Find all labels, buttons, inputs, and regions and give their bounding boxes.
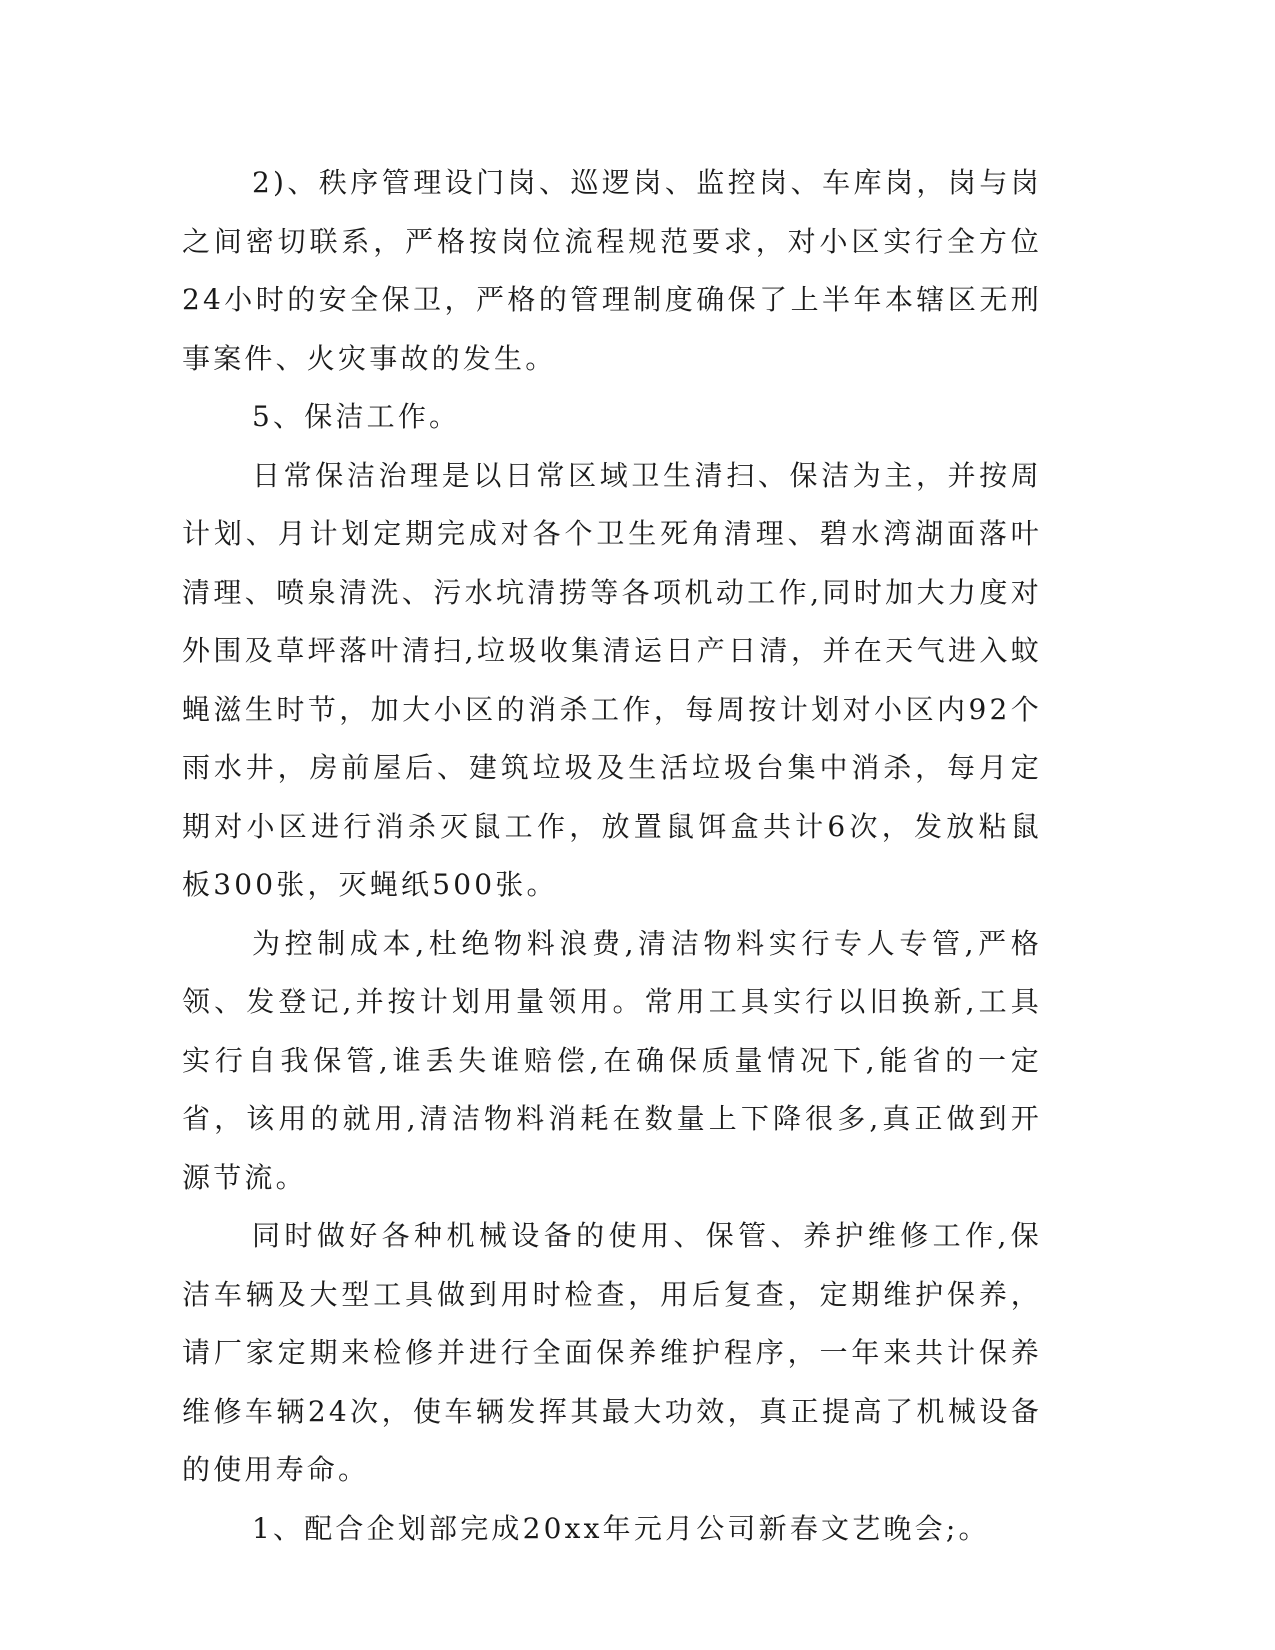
paragraph-cost-control: 为控制成本,杜绝物料浪费,清洁物料实行专人专管,严格领、发登记,并按计划用量领用。常用工具实行以旧换新,工具实行自我保管,谁丢失谁赔偿,在确保质量情况下,能省的一定省，该用的就用,清洁物料消耗在数量上下降很多,真正做到开源节流。 [182, 926, 1042, 1194]
paragraph-gala-item: 1、配合企划部完成20xx年元月公司新春文艺晚会;。 [252, 1511, 990, 1545]
paragraph-equipment-maintenance: 同时做好各种机械设备的使用、保管、养护维修工作,保洁车辆及大型工具做到用时检查，用后复查，定期维护保养，请厂家定期来检修并进行全面保养维护程序，一年来共计保养维修车辆24次，使车辆发挥其最大功效，真正提高了机械设备的使用寿命。 [182, 1219, 1042, 1486]
paragraph-security-patrol: 2)、秩序管理设门岗、巡逻岗、监控岗、车库岗，岗与岗之间密切联系，严格按岗位流程规范要求，对小区实行全方位24小时的安全保卫，严格的管理制度确保了上半年本辖区无刑事案件、火灾事故的发生。 [182, 166, 1042, 375]
paragraph-cleaning-heading: 5、保洁工作。 [252, 400, 461, 433]
paragraph-daily-cleaning: 日常保洁治理是以日常区域卫生清扫、保洁为主，并按周计划、月计划定期完成对各个卫生死角清理、碧水湾湖面落叶清理、喷泉清洗、污水坑清捞等各项机动工作,同时加大力度对外围及草坪落叶清扫,垃圾收集清运日产日清，并在天气进入蚊蝇滋生时节，加大小区的消杀工作，每周按计划对小区内92个雨水井，房前屋后、建筑垃圾及生活垃圾台集中消杀，每月定期对小区进行消杀灭鼠工作，放置鼠饵盒共计6次，发放粘鼠板300张，灭蝇纸500张。 [182, 458, 1042, 901]
document-body [182, 154, 1042, 1558]
